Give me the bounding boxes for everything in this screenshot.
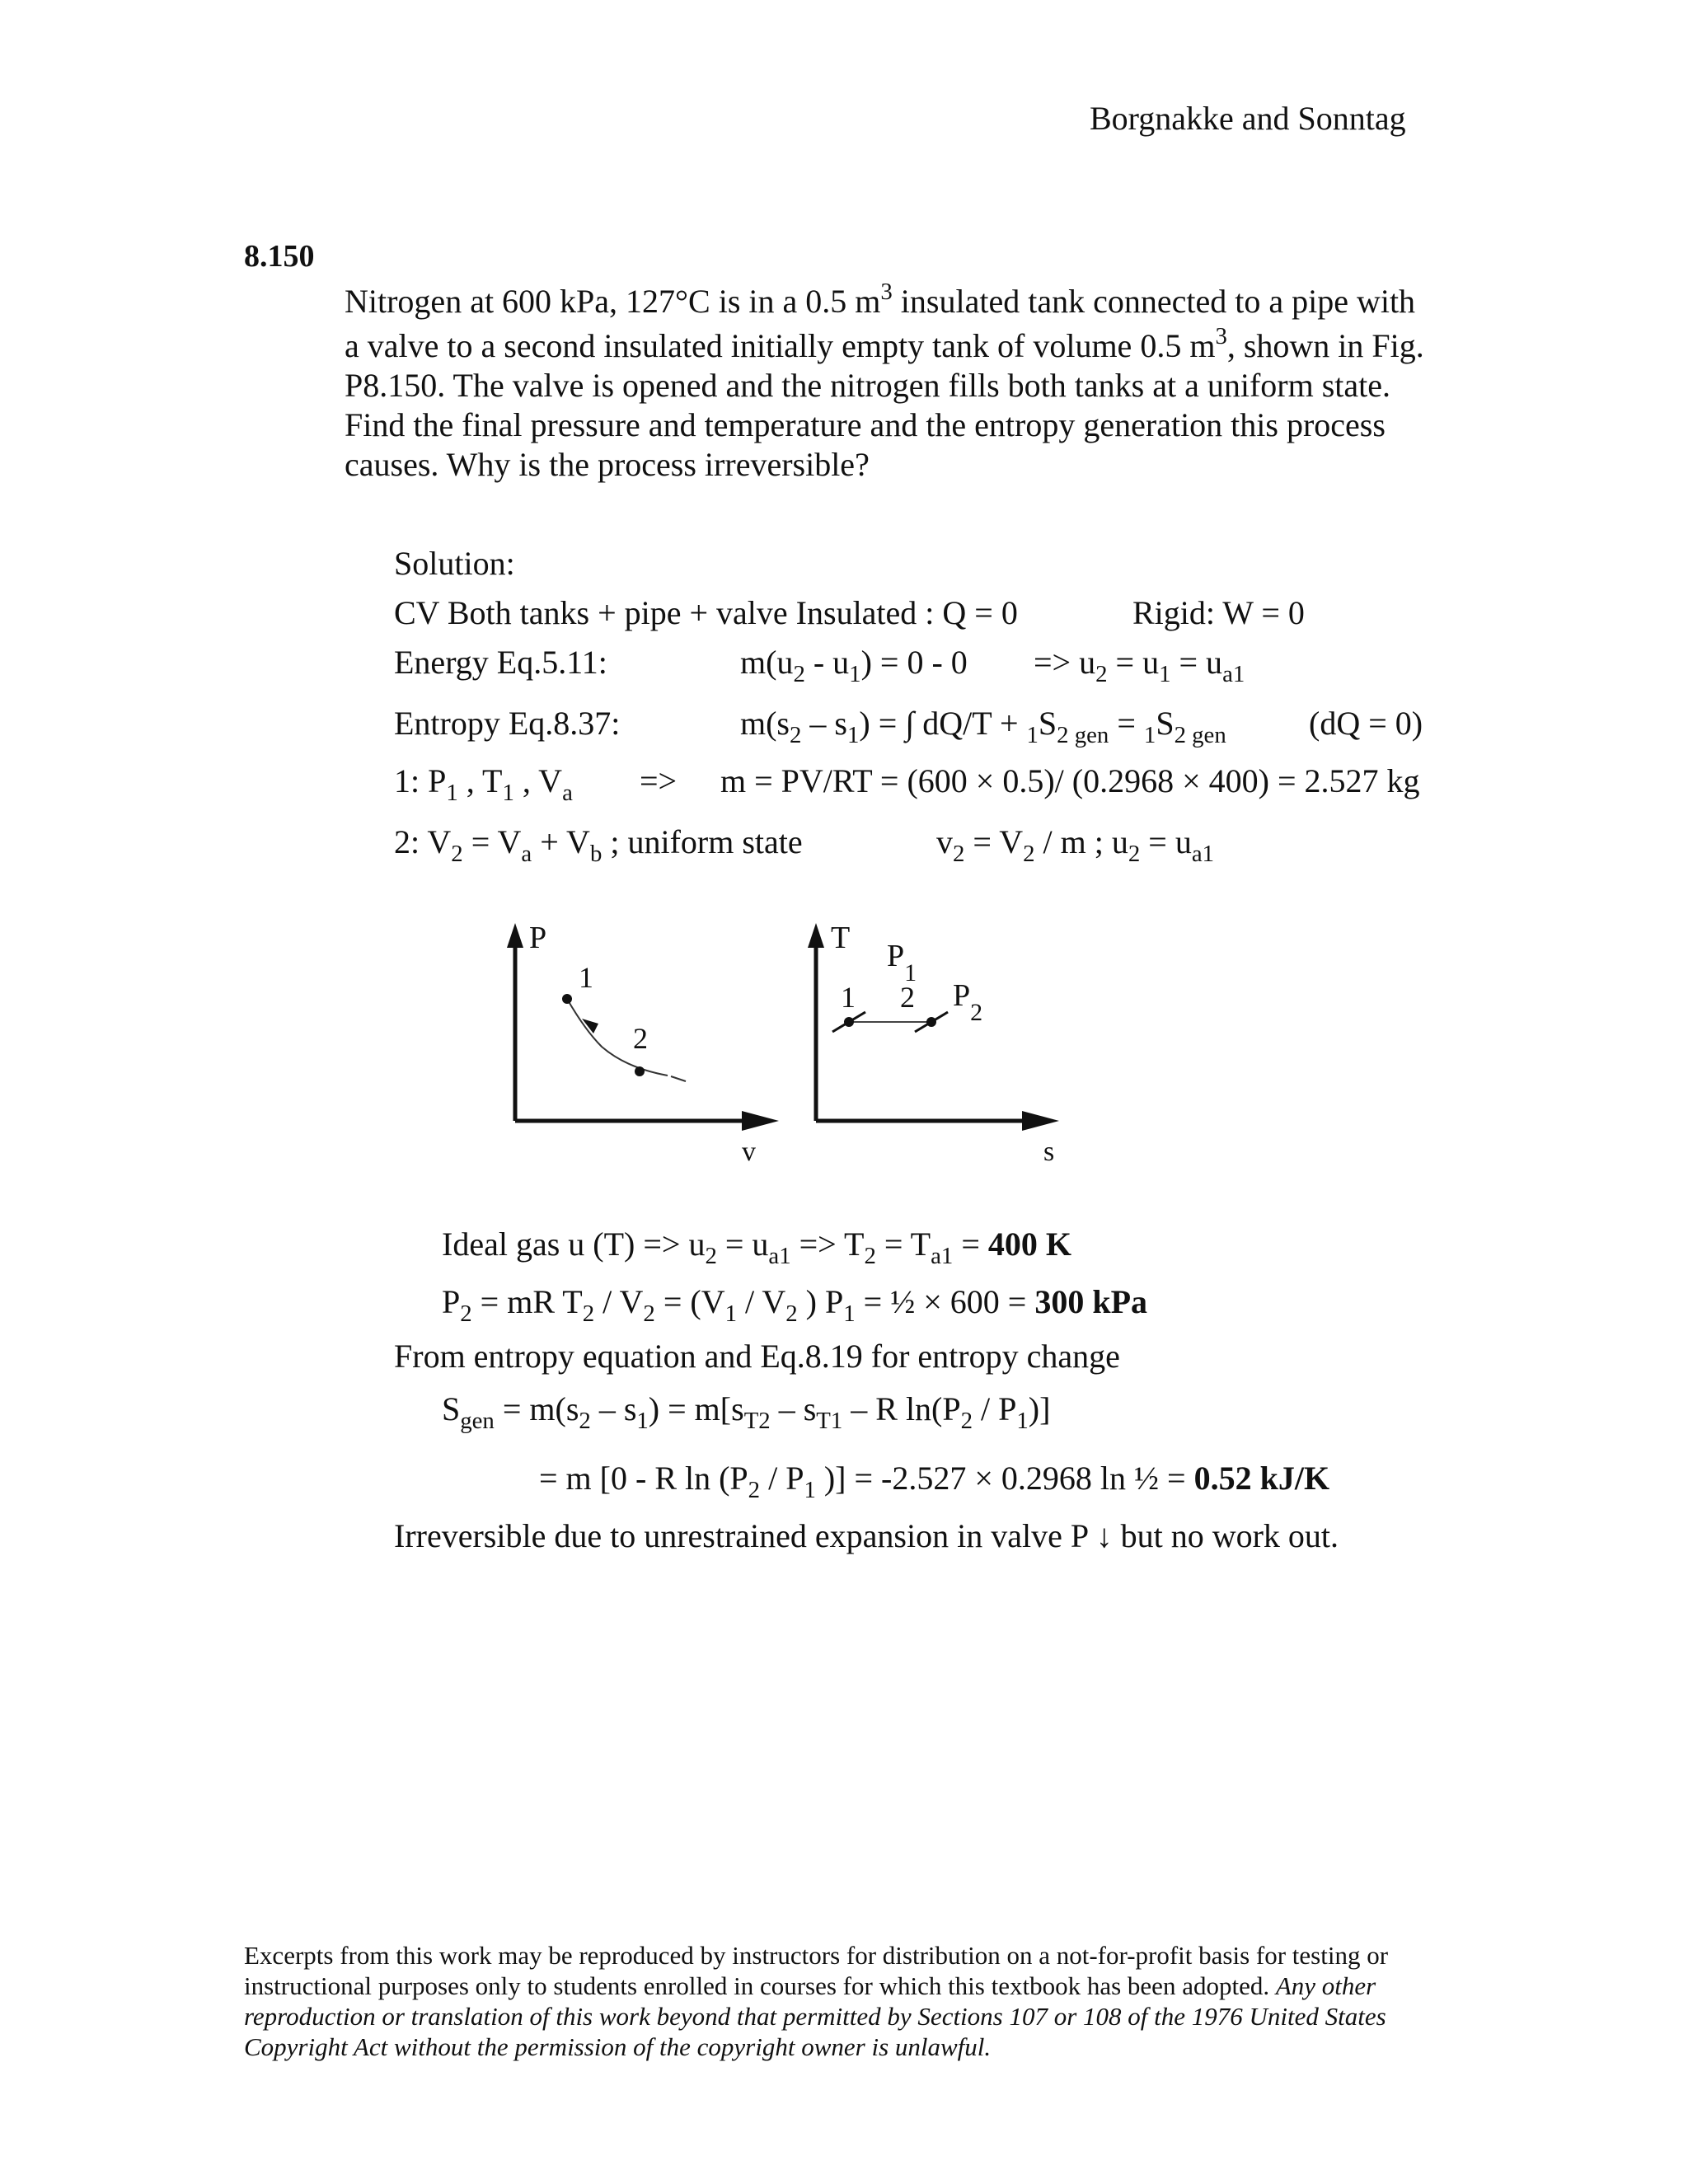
unit-superscript: 3: [880, 279, 893, 306]
unit-superscript: 3: [1215, 323, 1227, 350]
footer-normal-text: Excerpts from this work may be reproduced by instructors for distribution on a not-for-profit basis for testing or instructional purposes only to students enrolled in courses for which this textbook has been adopted.: [244, 1941, 1389, 2000]
state2-label: 2: $V_2 = V_a + V_b$ ; uniform state: [394, 823, 803, 868]
s-axis-label: s: [1043, 1137, 1055, 1167]
v-axis-label: v: [742, 1137, 756, 1167]
p-axis-arrowhead: [507, 923, 523, 948]
s-axis-arrowhead: [1022, 1111, 1059, 1131]
problem-line-1b: insulated tank connected to a pipe with: [892, 283, 1416, 320]
state-2-label: 2: [900, 981, 915, 1014]
energy-eq-label: Energy Eq.5.11:: [394, 644, 607, 681]
isobar-p2-label: $P_2$: [953, 978, 983, 1026]
t-axis-arrowhead: [808, 923, 824, 948]
problem-line-5: causes. Why is the process irreversible?: [345, 446, 870, 483]
process-curve: [567, 999, 668, 1076]
problem-line-1: [345, 279, 1416, 321]
irreversible-statement: Irreversible due to unrestrained expansion in valve P ↓ but no work out.: [394, 1517, 1339, 1554]
entropy-eq-note: (dQ = 0): [1309, 705, 1423, 742]
state-1-point: [562, 994, 572, 1004]
header-authors: Borgnakke and Sonntag: [1090, 100, 1406, 137]
problem-line-2a: a valve to a second insulated initially empty tank of volume 0.5 m: [345, 327, 1216, 364]
state-1-point: [844, 1017, 854, 1027]
footer-italic-text: Any other reproduction or translation of this work beyond that permitted by Sections 107 or 108 of the 1976 United States Copyright Act without the permission of the copyright owner is unlawful.: [244, 1971, 1386, 2061]
process-curve-tail: [671, 1076, 686, 1081]
state1-label: 1: $P_1$ , $T_1$ , $V_a$: [394, 762, 573, 807]
problem-line-2b: , shown in Fig.: [1226, 327, 1424, 364]
problem-line-4: Find the final pressure and temperature and the entropy generation this process: [345, 406, 1386, 443]
energy-eq-result: => $u_2 = u_1 = u_{a1}$: [1034, 644, 1245, 688]
rigid-statement: Rigid: W = 0: [1132, 594, 1305, 631]
ideal-gas-result: Ideal gas u $(T) => u_2 = u_{a1} => T_2 = T_{a1} = 400$ K: [442, 1226, 1071, 1270]
state1-mass-eq: m = PV/RT = (600 × 0.5)/ (0.2968 × 400) = 2.527 kg: [720, 762, 1420, 799]
problem-line-1a: Nitrogen at 600 kPa, 127°C is in a 0.5 m: [345, 283, 881, 320]
v-axis-arrowhead: [742, 1111, 779, 1131]
state-1-label: 1: [579, 961, 593, 994]
state-2-label: 2: [633, 1022, 648, 1055]
p2-result: $P_2$ = mR $T_2 / V_2 = (V_1 / V_2$ ) $P_1$ = ½ × 600 = 300 kPa: [442, 1283, 1148, 1328]
entropy-eq-label: Entropy Eq.8.37:: [394, 705, 621, 742]
copyright-footer: [244, 1940, 1423, 2062]
t-axis-label: T: [831, 923, 851, 955]
problem-number: 8.150: [244, 239, 315, 274]
sgen-line-1: $S_{gen} = m(s_2 - s_1) = m[s_{T2} - s_{T1} - R$ $\ln(P_2 / P_1)$]: [442, 1390, 1051, 1435]
state-2-point: [926, 1017, 936, 1027]
solution-heading: Solution:: [394, 545, 515, 582]
cv-statement: CV Both tanks + pipe + valve Insulated : Q = 0: [394, 594, 1018, 631]
state2-eq: $v_2 = V_2 / m$ ; $u_2 = u_{a1}$: [936, 823, 1215, 868]
from-entropy-line: From entropy equation and Eq.8.19 for entropy change: [394, 1338, 1120, 1375]
sgen-line-2: = m [0 - R $\ln (P_2 / P_1$ )] = -2.527 × 0.2968 ln ½ = 0.52 kJ/K: [539, 1460, 1330, 1504]
pv-diagram: [495, 923, 791, 1170]
state-2-point: [635, 1066, 645, 1076]
state1-arrow: =>: [640, 762, 678, 799]
problem-line-2: [345, 323, 1424, 366]
isobar-p1-label: $P_1$: [887, 939, 917, 987]
energy-eq: $m(u_2 - u_1) = 0 - 0$: [740, 644, 968, 688]
problem-line-3: P8.150. The valve is opened and the nitrogen fills both tanks at a uniform state.: [345, 367, 1391, 404]
p-axis-label: P: [529, 923, 547, 955]
ts-diagram: [791, 923, 1088, 1170]
state-1-label: 1: [841, 981, 856, 1014]
entropy-eq: $m(s_2 - s_1)$ = ∫ $dQ/T + _1S_{2 gen} = _1S_{2 gen}$: [740, 705, 1226, 749]
